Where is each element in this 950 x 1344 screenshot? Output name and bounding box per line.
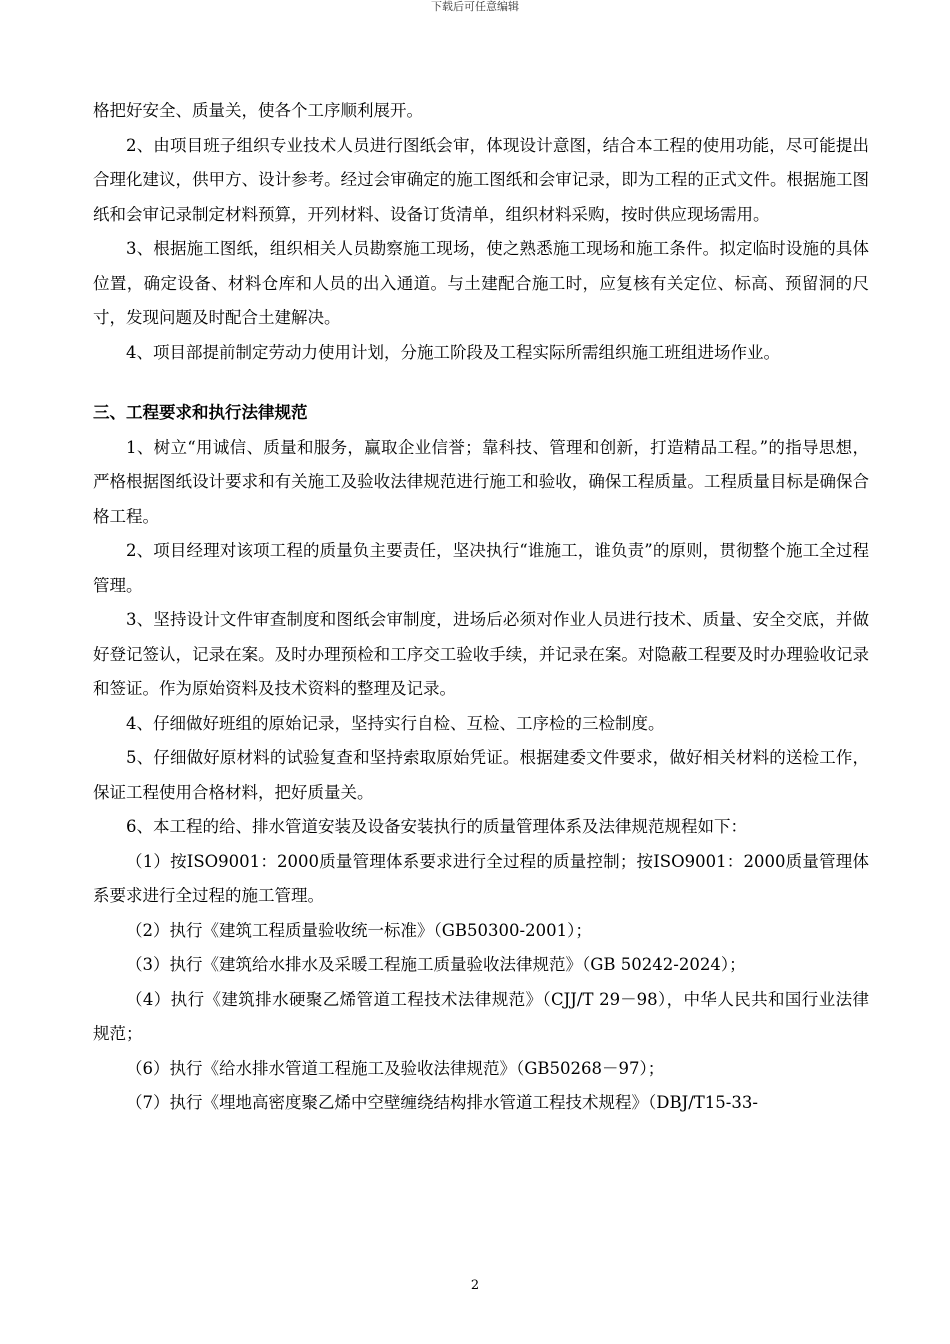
page-number: 2 [470, 1278, 480, 1293]
download-note: 下载后可任意编辑 [431, 0, 519, 13]
paragraph-intro-0: 格把好安全、质量关，使各个工序顺利展开。 [93, 101, 423, 120]
paragraph-intro-1: 2、由项目班子组织专业技术人员进行图纸会审，体现设计意图，结合本工程的使用功能，尽可能提出合理化建议，供甲方、设计参考。经过会审确定的施工图纸和会审记录，即为工程的正式文件。根据施工图纸和会审记录制定材料预算，开列材料、设备订货清单，组织材料采购，按时供应现场需用。 [93, 135, 869, 224]
paragraph-section-3: 3、坚持设计文件审查制度和图纸会审制度，进场后必须对作业人员进行技术、质量、安全交底，并做好登记签认，记录在案。及时办理预检和工序交工验收手续，并记录在案。对隐蔽工程要及时办理验收记录和签证。作为原始资料及技术资料的整理及记录。 [93, 610, 869, 698]
document-body [93, 94, 869, 1121]
paragraph-section-1: 1、树立“用诚信、质量和服务，赢取企业信誉；靠科技、管理和创新，打造精品工程。”的指导思想，严格根据图纸设计要求和有关施工及验收法律规范进行施工和验收，确保工程质量。工程质量目标是确保合格工程。 [93, 437, 869, 526]
list-item-7: （7）执行《埋地高密度聚乙烯中空壁缠绕结构排水管道工程技术规程》（DBJ/T15-33- [126, 1093, 758, 1112]
paragraph-intro-2: 3、根据施工图纸，组织相关人员勘察施工现场，使之熟悉施工现场和施工条件。拟定临时设施的具体位置，确定设备、材料仓库和人员的出入通道。与土建配合施工时，应复核有关定位、标高、预留洞的尺寸，发现问题及时配合土建解决。 [93, 239, 869, 327]
paragraph-section-4: 4、仔细做好班组的原始记录，坚持实行自检、互检、工序检的三检制度。 [126, 713, 665, 733]
paragraph-section-2: 2、项目经理对该项工程的质量负主要责任，坚决执行“谁施工，谁负责”的原则，贯彻整个施工全过程管理。 [93, 541, 869, 595]
list-item-1: （1）按ISO9001：2000质量管理体系要求进行全过程的质量控制；按ISO9001：2000质量管理体系要求进行全过程的施工管理。 [93, 851, 869, 905]
section-heading: 三、工程要求和执行法律规范 [93, 403, 308, 422]
list-item-6: （6）执行《给水排水管道工程施工及验收法律规范》（GB50268－97）； [126, 1058, 665, 1078]
list-item-2: （2）执行《建筑工程质量验收统一标准》（GB50300-2001）； [126, 920, 592, 940]
paragraph-intro-3: 4、项目部提前制定劳动力使用计划，分施工阶段及工程实际所需组织施工班组进场作业。 [126, 342, 780, 362]
paragraph-section-6: 6、本工程的给、排水管道安装及设备安装执行的质量管理体系及法律规范规程如下： [126, 817, 747, 836]
list-item-4: （4）执行《建筑排水硬聚乙烯管道工程技术法律规范》（CJJ/T 29－98），中华人民共和国行业法律规范； [93, 989, 869, 1043]
paragraph-section-5: 5、仔细做好原材料的试验复查和坚持索取原始凭证。根据建委文件要求，做好相关材料的送检工作，保证工程使用合格材料，把好质量关。 [93, 748, 869, 802]
list-item-3: （3）执行《建筑给水排水及采暖工程施工质量验收法律规范》（GB 50242-2024）； [126, 955, 746, 974]
